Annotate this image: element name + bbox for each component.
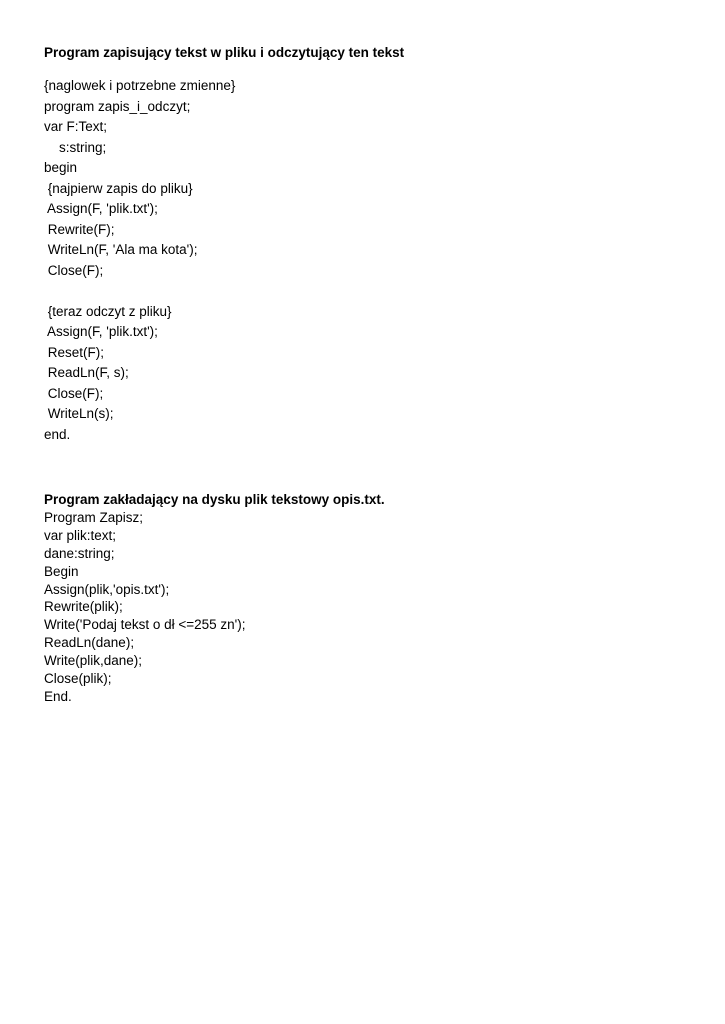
code-line: WriteLn(s);	[44, 406, 114, 421]
code-line: Assign(F, 'plik.txt');	[44, 324, 158, 339]
code-line: Write('Podaj tekst o dł <=255 zn');	[44, 617, 246, 633]
code-line: {naglowek i potrzebne zmienne}	[44, 78, 236, 93]
code-line: Assign(F, 'plik.txt');	[44, 201, 158, 216]
code-listing	[44, 76, 684, 445]
code-line: Begin	[44, 563, 79, 579]
section-title: Program zapisujący tekst w pliku i odczytujący ten tekst	[44, 45, 405, 60]
code-line: s:string;	[44, 139, 107, 155]
code-line: ReadLn(dane);	[44, 635, 135, 651]
section-title: Program zakładający na dysku plik tekstowy opis.txt.	[44, 492, 385, 507]
section-write-program	[44, 490, 684, 706]
blank-line	[44, 281, 684, 302]
code-line: Close(F);	[44, 262, 104, 278]
code-line: var F:Text;	[44, 119, 108, 134]
code-line: dane:string;	[44, 545, 115, 561]
code-line: Assign(plik,'opis.txt');	[44, 581, 170, 597]
code-line: ReadLn(F, s);	[44, 365, 129, 380]
code-line: begin	[44, 160, 78, 175]
code-line: Close(F);	[44, 385, 104, 401]
code-line: Write(plik,dane);	[44, 653, 143, 669]
code-line: program zapis_i_odczyt;	[44, 98, 191, 114]
code-line: Reset(F);	[44, 344, 105, 360]
code-line: {najpierw zapis do pliku}	[44, 180, 193, 196]
code-line: var plik:text;	[44, 527, 117, 543]
code-line: Close(plik);	[44, 671, 112, 687]
code-line: End.	[44, 688, 72, 704]
code-line: {teraz odczyt z pliku}	[44, 303, 172, 319]
section-read-write-program	[44, 43, 684, 445]
code-line: Rewrite(F);	[44, 221, 115, 237]
code-line: Rewrite(plik);	[44, 599, 123, 615]
code-listing	[44, 509, 684, 706]
code-line: WriteLn(F, 'Ala ma kota');	[44, 242, 198, 257]
code-line: end.	[44, 426, 71, 442]
code-line: Program Zapisz;	[44, 510, 144, 525]
